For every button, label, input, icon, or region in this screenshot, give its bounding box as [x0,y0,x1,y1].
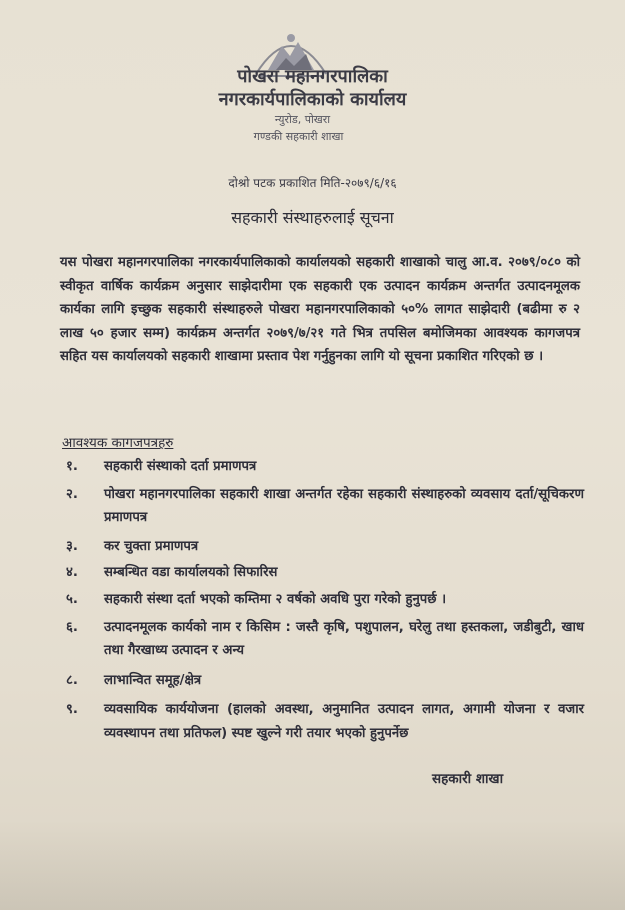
list-item [58,616,584,663]
notice-subject: सहकारी संस्थाहरुलाई सूचना [231,208,394,227]
list-item-text: कर चुक्ता प्रमाणपत्र [104,538,199,554]
publish-date: दोश्रो पटक प्रकाशित मिति-२०७९/६/१६ [228,176,397,190]
list-item [58,535,584,559]
list-item-number: ४. [66,565,78,581]
list-item-number: ८. [66,672,78,688]
list-item-number: २. [66,486,78,502]
list-item [58,698,584,745]
office-subtitle: नगरकार्यपालिकाको कार्यालय [218,89,407,110]
paper-shadow [0,820,625,910]
list-item-text: लाभान्वित समूह/क्षेत्र [104,672,202,688]
list-item-text: उत्पादनमूलक कार्यको नाम र किसिम : जस्तै कृषि, पशुपालन, घरेलु तथा हस्तकला, जडीबुटी, खाध तथा गैरखाध्य उत्पादन र अन्य [104,619,584,659]
requirements-heading: आवश्यक कागजपत्रहरु [62,435,174,451]
list-item-number: ६. [66,619,78,635]
list-item-text: व्यवसायिक कार्ययोजना (हालको अवस्था, अनुमानित उत्पादन लागत, अगामी योजना र वजार व्यवस्थापन तथा प्रतिफल) स्पष्ट खुल्ने गरी तयार भएको हुनुपर्नेछ [104,702,584,741]
office-name: पोखरा महानगरपालिका [237,66,388,87]
list-item-text: सहकारी संस्था दर्ता भएको कम्तिमा २ वर्षको अवधि पुरा गरेको हुनुपर्छ । [104,591,447,607]
list-item [58,483,584,530]
office-address: न्युरोड, पोखरा [274,113,331,126]
list-item-number: ५. [66,591,78,607]
office-section: गण्डकी सहकारी शाखा [253,130,344,143]
list-item-number: १. [66,459,78,474]
list-item-text: सम्बन्धित वडा कार्यालयको सिफारिस [104,565,278,581]
list-item-number: ३. [66,538,78,554]
requirements-list [58,455,584,746]
list-item-text: पोखरा महानगरपालिका सहकारी शाखा अन्तर्गत रहेका सहकारी संस्थाहरुको व्यवसाय दर्ता/सूचिकरण प्रमाणपत्र [104,486,584,526]
list-item [58,669,584,693]
notice-body: यस पोखरा महानगरपालिका नगरकार्यपालिकाको कार्यालयको सहकारी शाखाको चालु आ.व. २०७९/०८० को स्वीकृत वार्षिक कार्यक्रम अनुसार साझेदारीमा एक सहकारी एक उत्पादन कार्यक्रम अन्तर्गत उत्पादनमूलक कार्यका लागि इच्छुक सहकारी संस्थाहरुले पोखरा महानगरपालिकाको ५०% लागत साझेदारी (बढीमा रु २ लाख ५० हजार सम्म) कार्यक्रम अन्तर्गत २०७९/७/२१ गते भित्र तपसिल बमोजिमका आवश्यक कागजपत्र सहित यस कार्यालयको सहकारी शाखामा प्रस्ताव पेश गर्नुहुनका लागि यो सूचना प्रकाशित गरिएको छ । [60,255,580,365]
signature-section: सहकारी शाखा [432,771,504,787]
list-item [58,455,584,479]
list-item [58,588,584,612]
list-item-number: ९. [66,702,78,718]
list-item [58,561,584,585]
list-item-text: सहकारी संस्थाको दर्ता प्रमाणपत्र [104,459,257,474]
